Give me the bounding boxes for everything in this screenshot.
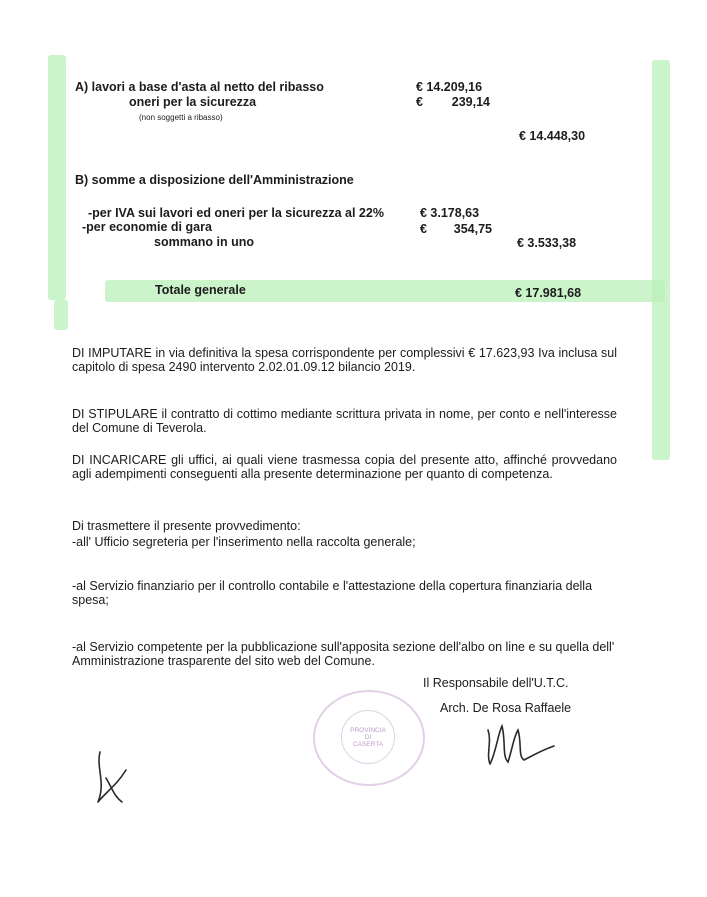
paragraph-finanziario: -al Servizio finanziario per il controllo contabile e l'attestazione della copertura finanziaria della spesa; <box>72 579 593 607</box>
iva-amount: € 3.178,63 <box>420 206 480 220</box>
section-a-amount: € 14.209,16 <box>416 80 483 94</box>
paragraph-segreteria: -all' Ufficio segreteria per l'inserimento nella raccolta generale; <box>72 535 416 549</box>
paragraph-incaricare: DI INCARICARE gli uffici, ai quali viene trasmessa copia del presente atto, affinché provvedano agli adempimenti conseguenti alla presente determinazione per quanto di competenza. <box>72 453 617 481</box>
stamp-inner <box>341 710 395 764</box>
sommano-label: sommano in uno <box>154 235 254 249</box>
signature-name: Arch. De Rosa Raffaele <box>440 701 572 715</box>
official-stamp <box>313 690 425 786</box>
section-b-title: B) somme a disposizione dell'Amministrazione <box>75 173 354 187</box>
highlight-right-vertical <box>652 60 670 460</box>
economie-currency: € <box>420 222 427 236</box>
section-a-subtotal: € 14.448,30 <box>519 129 586 143</box>
highlight-left-vertical <box>48 55 66 300</box>
economie-amount: 354,75 <box>453 222 492 236</box>
paragraph-competente: -al Servizio competente per la pubblicazione sull'apposita sezione dell'albo on line e su quella dell' Amministrazione trasparente del sito web del Comune. <box>72 640 615 668</box>
paragraph-imputare: DI IMPUTARE in via definitiva la spesa corrispondente per complessivi € 17.623,93 Iva inclusa sul capitolo di spesa 2490 intervento 2.02.01.09.12 bilancio 2019. <box>72 346 617 374</box>
oneri-currency: € <box>416 95 423 109</box>
paragraph-trasmettere-intro: Di trasmettere il presente provvedimento: <box>72 519 301 533</box>
paragraph-stipulare: DI STIPULARE il contratto di cottimo mediante scrittura privata in nome, per conto e nell'interesse del Comune di Teverola. <box>72 407 617 435</box>
economie-label: -per economie di gara <box>82 220 212 234</box>
signature-role: Il Responsabile dell'U.T.C. <box>423 676 569 690</box>
highlight-left-vertical-lower <box>54 300 68 330</box>
section-a-title: A) lavori a base d'asta al netto del ribasso <box>75 80 324 94</box>
oneri-label: oneri per la sicurezza <box>129 95 257 109</box>
handwritten-signature-left <box>86 748 136 808</box>
iva-label: -per IVA sui lavori ed oneri per la sicurezza al 22% <box>88 206 384 220</box>
sommano-amount: € 3.533,38 <box>517 236 577 250</box>
oneri-note: (non soggetti a ribasso) <box>139 113 223 122</box>
totale-amount: € 17.981,68 <box>515 286 582 300</box>
stamp-line1: PROVINCIA <box>350 726 386 734</box>
oneri-amount: 239,14 <box>451 95 490 109</box>
totale-label: Totale generale <box>155 283 246 297</box>
handwritten-signature-right <box>478 712 558 770</box>
stamp-line3: CASERTA <box>352 740 384 748</box>
stamp-line2: DI <box>364 733 372 741</box>
